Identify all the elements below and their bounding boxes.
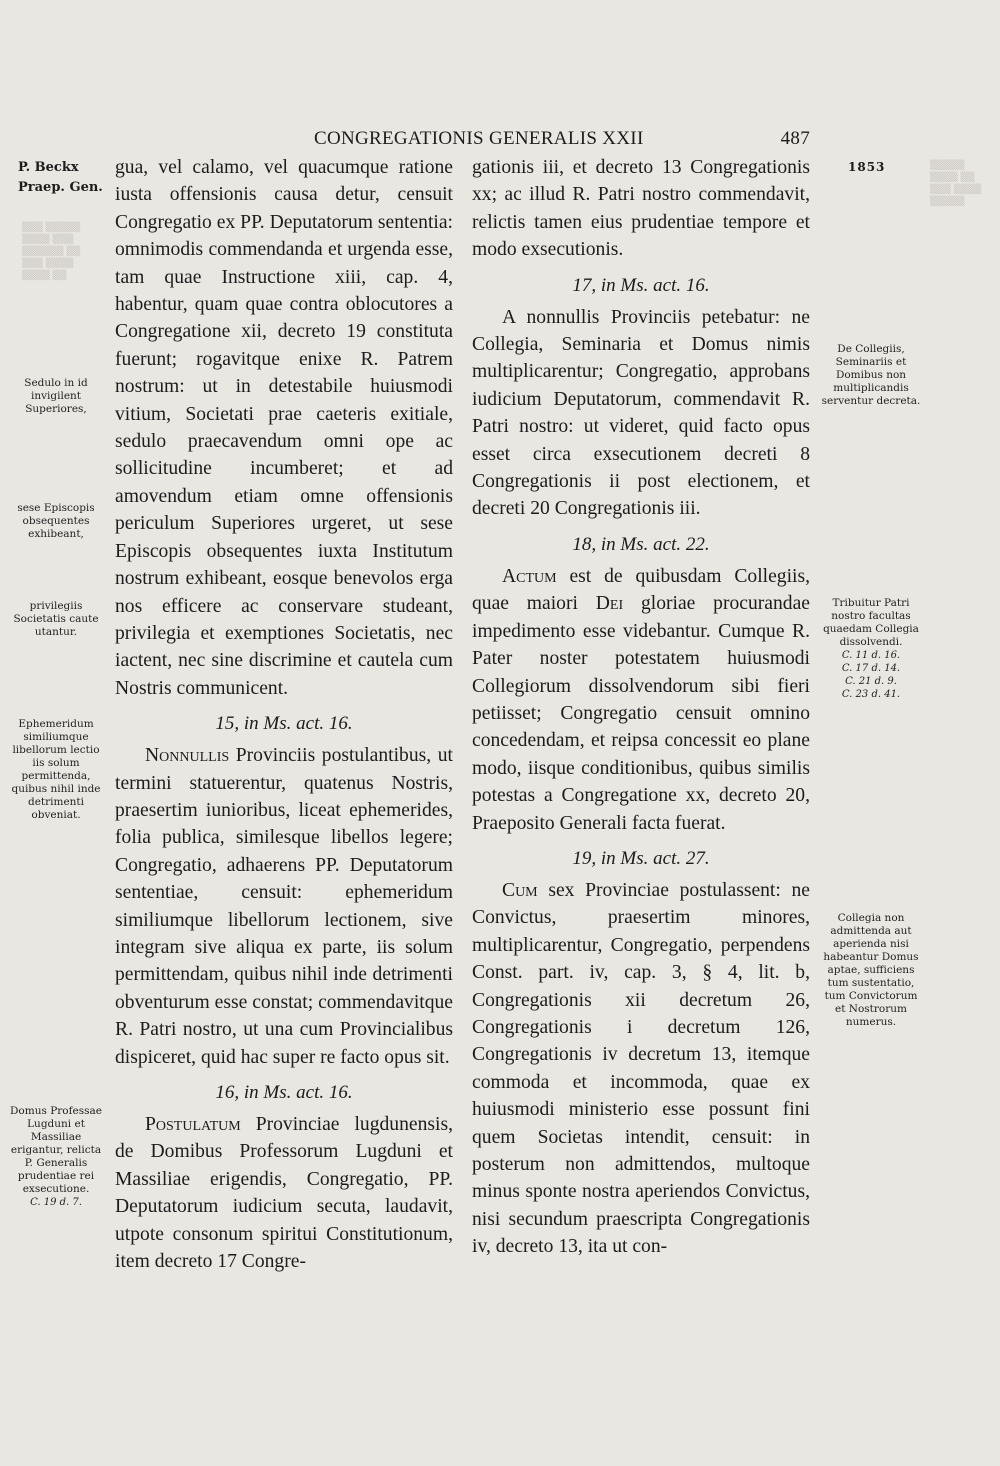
paragraph-body: est de quibusdam Collegiis, quae maiori [472, 565, 810, 615]
marginal-note: Sedulo in id invigilent Superiores, [24, 377, 88, 415]
marginal-note-reference: C. 23 d. 41. [841, 689, 901, 700]
marginal-note [818, 597, 924, 701]
marginal-note [10, 1105, 102, 1209]
margin-year: 1853 [848, 160, 886, 174]
paragraph-initial-word: Postulatum [145, 1114, 241, 1135]
left-text-column [115, 154, 453, 1275]
section-heading: 17, in Ms. act. 16. [572, 274, 710, 296]
bleed-through-text: ▒▒▒▒▒ ▒▒▒▒ ▒▒ ▒▒▒ ▒▒▒▒ ▒▒▒▒▒ [930, 161, 982, 207]
margin-author-title: Praep. Gen. [18, 180, 103, 195]
paragraph: gationis iii, et decreto 13 Congregationis xx; ac illud R. Patri nostro commendavit, relictis tamen eius prudentiae tempore et modo exsecutionis. [472, 157, 810, 261]
paragraph-initial-word: Nonnullis [145, 745, 230, 767]
section-heading: 15, in Ms. act. 16. [215, 713, 353, 735]
marginal-note: sese Episcopis obsequentes exhibeant, [17, 502, 95, 540]
paragraph-body: sex Provinciae postulassent: ne Convictus, praesertim minores, multiplicarentur, Congregatio, perpendens Const. part. iv, cap. 3, § 4, lit. b, Congregationis xii decretum 26, Congregationis i decretum 126, Congregationis iv decretum 13, itemque commoda et incommoda, quae ex huiusmodi ministerio esse possunt fini quem Societas intendit, censuit: in posterum non admittendos, multoque minus sponte nostra aperiendos Convictus, nisi secundum praescripta Congregationis iv, decreto 13, ita ut con- [472, 879, 810, 1258]
running-head [300, 128, 810, 152]
section-heading: 19, in Ms. act. 27. [572, 847, 710, 869]
paragraph [472, 563, 810, 837]
paragraph [115, 1111, 453, 1275]
marginal-note: Collegia non admittenda aut aperienda nisi habeantur Domus aptae, sufficiens tum sustentatio, tum Convictorum et Nostrorum numerus. [823, 912, 919, 1028]
running-title: CONGREGATIONIS GENERALIS XXII [314, 128, 644, 149]
paragraph [472, 877, 810, 1261]
marginal-note: privilegiis Societatis caute utantur. [13, 600, 99, 638]
marginal-note: De Collegiis, Seminariis et Domibus non multiplicandis serventur decreta. [821, 343, 921, 407]
paragraph: gua, vel calamo, vel quacumque ratione iusta offensionis causa detur, censuit Congregatio ex PP. Deputatorum sententia: omnimodis commendanda et urgenda esse, tam quae Instructione xiii, cap. 4, habentur, quam quae contra oblocutores a Congregatione xii, decreto 19 constituta fuerunt; rogavitque enixe R. Patrem nostrum: ut in detestabile huiusmodi vitium, Societati prae caeteris exitiale, sedulo praecavendum omni ope ac sollicitudine incumberet; et ad amovendum etiam omne offensionis periculum Superiores urgeret, ut sese Episcopis obsequentes iuxta Institutum nostrum exhibeant, eosque benevolos erga nos efficere ac conservare studeant, privilegia et exemptiones Societatis, nec iactent, nec sine discrimine et cautela cum Nostris communicent. [115, 157, 453, 699]
paragraph-body: Provinciae lugdunensis, de Domibus Professorum Lugduni et Massiliae erigendis, Congregatio, PP. Deputatorum iudicium secuta, laudavit, utpote consonum spiritui Constitutionum, item decreto 17 Congre- [115, 1114, 453, 1273]
paragraph-initial-word: Cum [502, 879, 538, 901]
section-heading: 16, in Ms. act. 16. [215, 1082, 353, 1103]
margin-author-header [18, 158, 110, 198]
paragraph-initial-word: Actum [502, 565, 557, 587]
paragraph-body: gloriae procurandae impedimento esse videbantur. Cumque R. Pater noster potestatem huiusmodi Collegiorum dissolvendorum sibi fieri petiisset; Congregatio censuit omnino concedendam, et reipsa concessit eo plane modo, iisque conditionibus, quibus similis potestas a Congregatione xx, decreto 20, Praeposito Generali facta fuerat. [472, 593, 810, 834]
right-text-column [472, 154, 810, 1261]
marginal-note-reference: C. 17 d. 14. [841, 663, 901, 674]
marginal-note: Ephemeridum similiumque libellorum lectio iis solum permittenda, quibus nihil inde detrimenti obveniat. [11, 718, 101, 821]
paragraph-body: Provinciis postulantibus, ut termini statuerentur, quatenus Nostris, praesertim iunioribus, liceat ephemerides, folia publica, similesque libellos legere; Congregatio, adhaerens PP. Deputatorum sententiae, censuit: ephemeridum similiumque libellorum lectionem, sive integram sive aliqua ex parte, iis solum permittendam, quibus nihil inde detrimenti obventurum esse constat; commendavitque R. Patri nostro, ut una cum Provincialibus dispiceret, quid hac super re facto opus sit. [115, 745, 453, 1068]
marginal-note-reference: C. 21 d. 9. [845, 676, 897, 687]
paragraph [115, 742, 453, 1071]
marginal-note-text: Domus Professae Lugduni et Massiliae erigantur, relicta P. Generalis prudentiae rei exsecutione. [10, 1105, 102, 1195]
marginal-note-text: Tribuitur Patri nostro facultas quaedam Collegia dissolvendi. [823, 597, 919, 648]
bleed-through-text: ▒▒▒ ▒▒▒▒▒ ▒▒▒▒ ▒▒▒ ▒▒▒▒▒▒ ▒▒ ▒▒▒ ▒▒▒▒ ▒▒▒▒ ▒▒ [22, 223, 81, 281]
section-heading: 18, in Ms. act. 22. [572, 533, 710, 555]
paragraph-small-caps-word: Dei [595, 593, 624, 615]
page-number: 487 [780, 128, 810, 149]
margin-author-name: P. Beckx [18, 160, 79, 175]
marginal-note-reference: C. 11 d. 16. [841, 650, 901, 661]
marginal-note-reference: C. 19 d. 7. [30, 1197, 82, 1208]
paragraph: A nonnullis Provinciis petebatur: ne Collegia, Seminaria et Domus nimis multiplicarentur; Congregatio, approbans iudicium Deputatorum, commendavit R. Patri nostro: ut videret, quid facto opus esset circa exsecutionem decreti 8 Congregationis ii post electionem, et decreti 20 Congregationis iii. [472, 306, 810, 520]
